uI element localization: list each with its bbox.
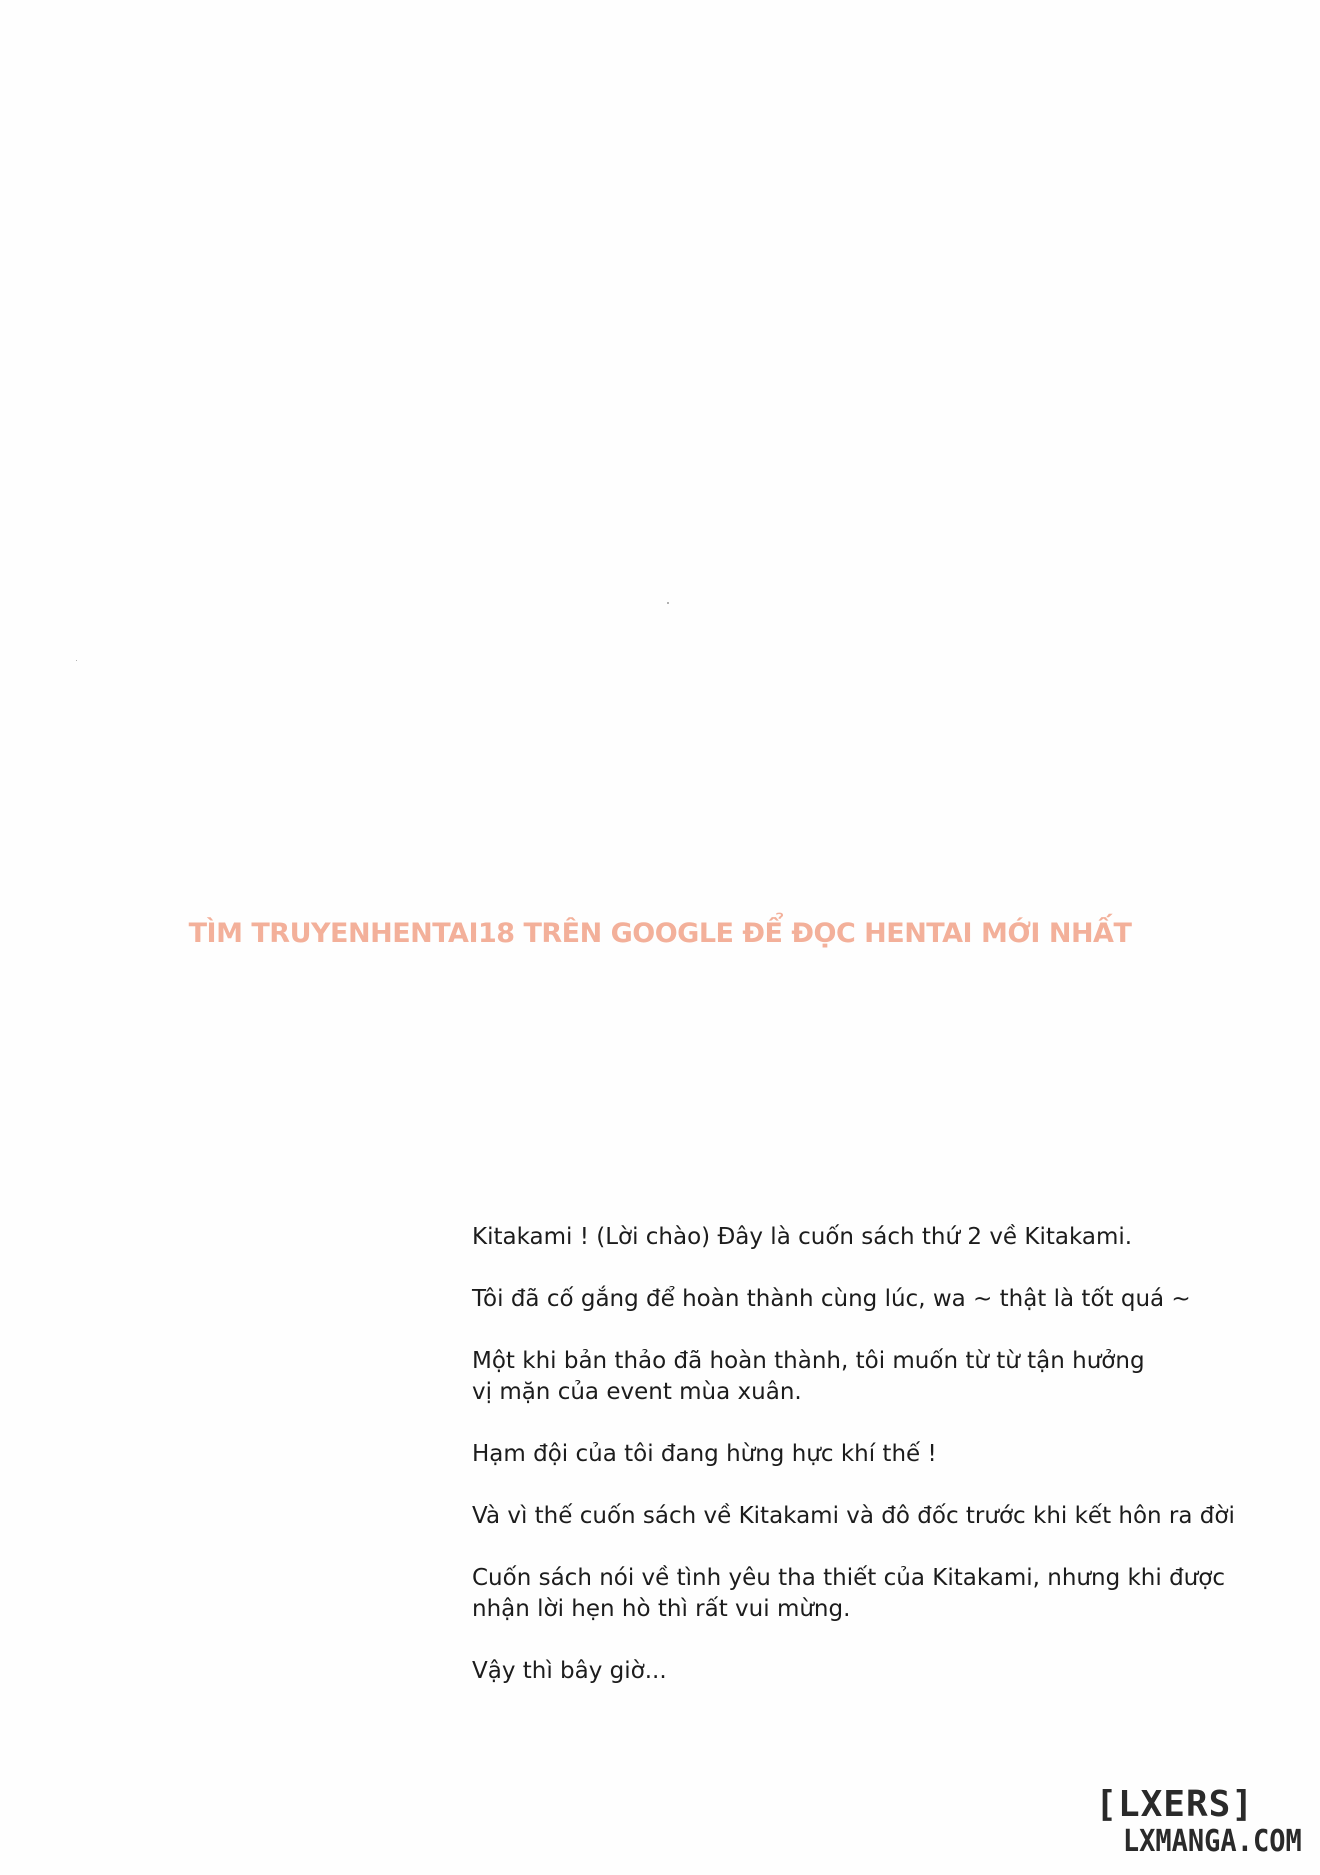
watermark-text: TÌM TRUYENHENTAI18 TRÊN GOOGLE ĐỂ ĐỌC HENTAI MỚI NHẤT — [188, 918, 1132, 949]
afterword-paragraph — [472, 1501, 1272, 1532]
afterword-text-block — [472, 1222, 1272, 1718]
afterword-paragraph — [472, 1656, 1272, 1687]
afterword-paragraph — [472, 1284, 1272, 1315]
afterword-line: Tôi đã cố gắng để hoàn thành cùng lúc, wa ~ thật là tốt quá ~ — [472, 1286, 1191, 1312]
afterword-line: Vậy thì bây giờ... — [472, 1658, 667, 1684]
afterword-line: Và vì thế cuốn sách về Kitakami và đô đốc trước khi kết hôn ra đời — [472, 1503, 1235, 1529]
afterword-line: Kitakami ! (Lời chào) Đây là cuốn sách thứ 2 về Kitakami. — [472, 1224, 1133, 1250]
afterword-line: Cuốn sách nói về tình yêu tha thiết của Kitakami, nhưng khi được — [472, 1565, 1225, 1591]
logo-site-name: LXMANGA.COM — [1123, 1824, 1302, 1859]
afterword-line: nhận lời hẹn hò thì rất vui mừng. — [472, 1596, 851, 1622]
paper-speck — [667, 602, 669, 604]
lxmanga-logo — [1095, 1784, 1302, 1859]
afterword-paragraph — [472, 1439, 1272, 1470]
logo-group-name: [LXERS] — [1095, 1784, 1254, 1825]
afterword-paragraph — [472, 1346, 1272, 1408]
afterword-paragraph — [472, 1222, 1272, 1253]
afterword-paragraph — [472, 1563, 1272, 1625]
paper-speck — [76, 660, 77, 661]
afterword-line: Hạm đội của tôi đang hừng hực khí thế ! — [472, 1441, 937, 1467]
afterword-line: Một khi bản thảo đã hoàn thành, tôi muốn từ từ tận hưởng — [472, 1348, 1145, 1374]
afterword-line: vị mặn của event mùa xuân. — [472, 1379, 802, 1405]
